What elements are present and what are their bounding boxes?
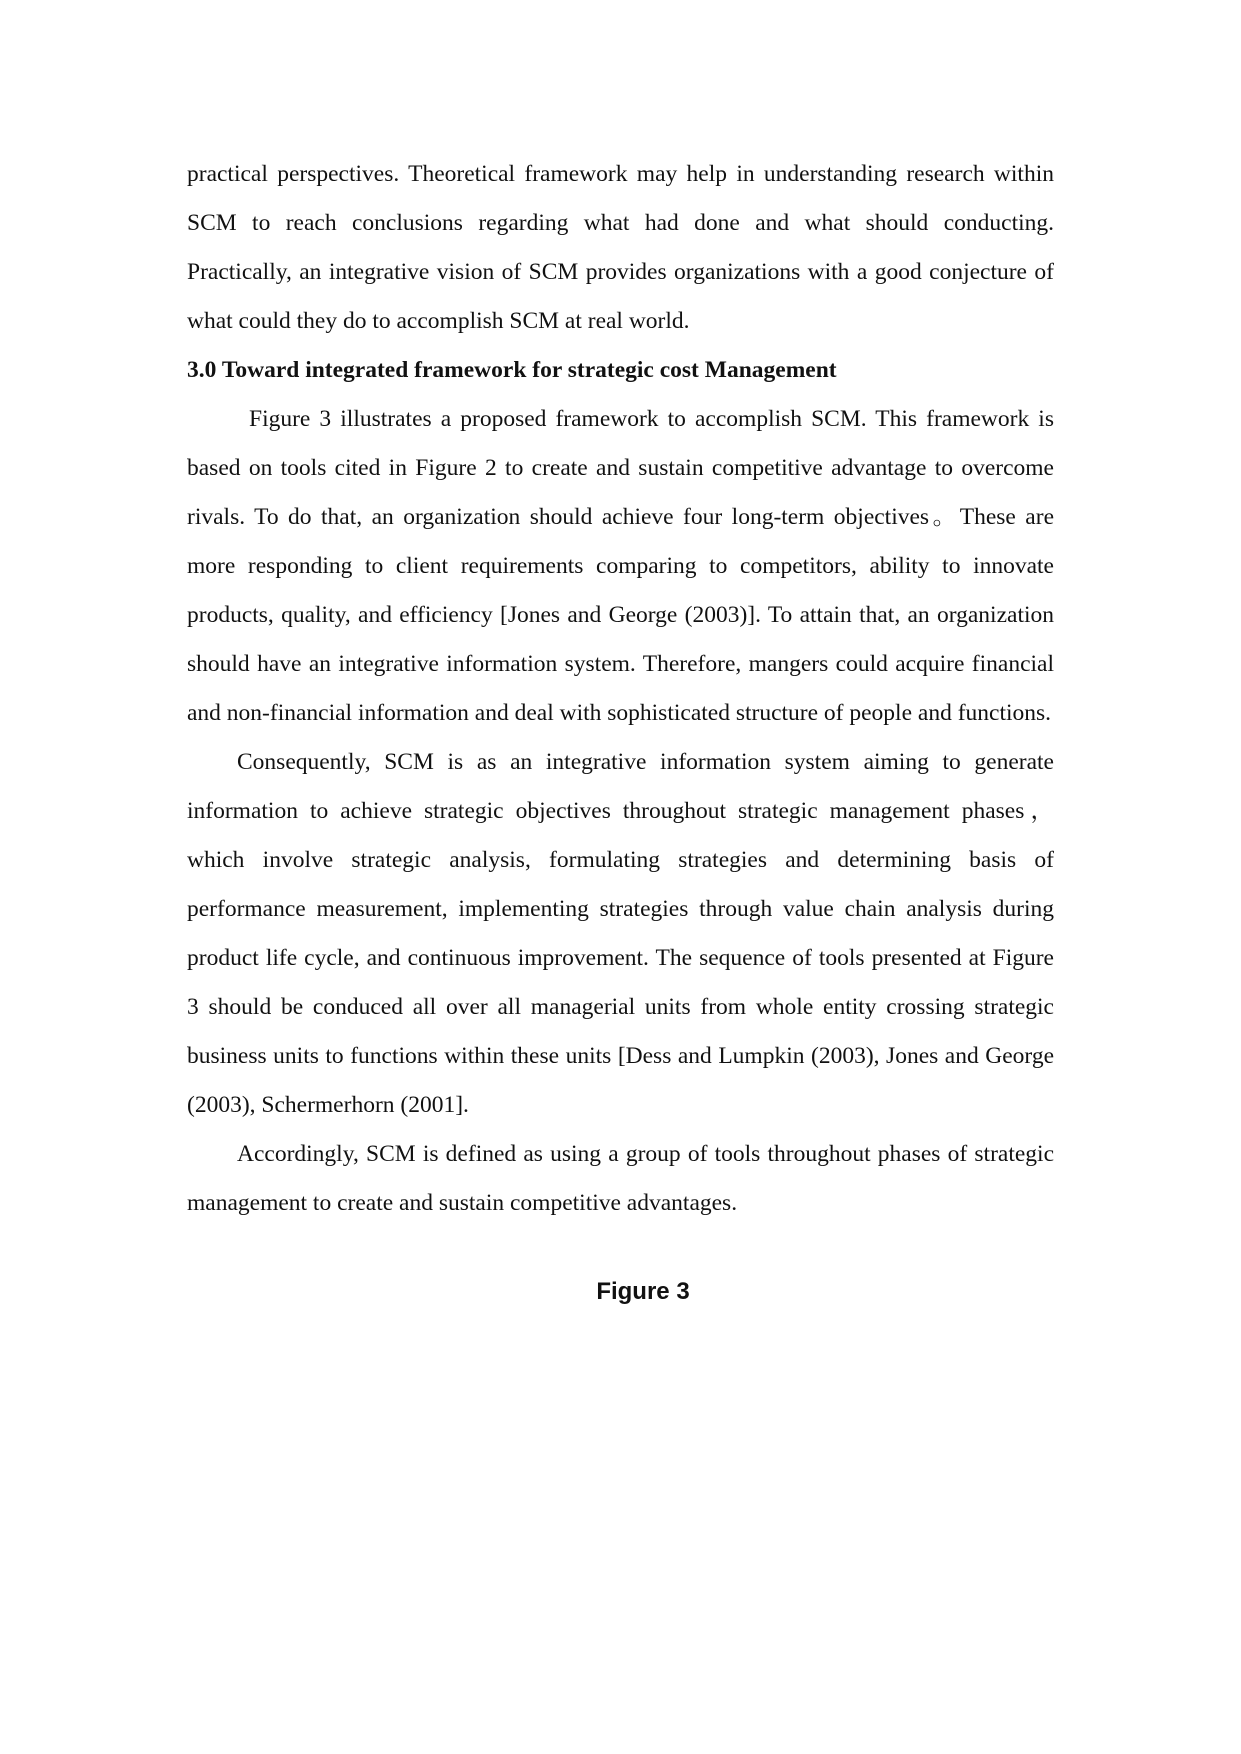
body-text (187, 150, 1054, 1228)
paragraph-accordingly: Accordingly, SCM is defined as using a group of tools throughout phases of strategic management to create and sustain competitive advantages. (187, 1141, 1054, 1216)
figure-caption: Figure 3 (596, 1278, 690, 1305)
section-heading: 3.0 Toward integrated framework for strategic cost Management (187, 357, 837, 383)
paragraph-framework: Figure 3 illustrates a proposed framework to accomplish SCM. This framework is based on tools cited in Figure 2 to create and sustain competitive advantage to overcome rivals. To do that, an organization should achieve four long-term objectives。These are more responding to client requirements comparing to competitors, ability to innovate products, quality, and efficiency [Jones and George (2003)]. To attain that, an organization should have an integrative information system. Therefore, mangers could acquire financial and non-financial information and deal with sophisticated structure of people and functions. (187, 406, 1054, 726)
paragraph-consequently: Consequently, SCM is as an integrative information system aiming to generate information to achieve strategic objectives throughout strategic management phases，which involve strategic analysis, formulating strategies and determining basis of performance measurement, implementing strategies through value chain analysis during product life cycle, and continuous improvement. The sequence of tools presented at Figure 3 should be conduced all over all managerial units from whole entity crossing strategic business units to functions within these units [Dess and Lumpkin (2003), Jones and George (2003), Schermerhorn (2001]. (187, 749, 1054, 1118)
paragraph-intro: practical perspectives. Theoretical framework may help in understanding research within SCM to reach conclusions regarding what had done and what should conducting. Practically, an integrative vision of SCM provides organizations with a good conjecture of what could they do to accomplish SCM at real world. (187, 161, 1054, 334)
